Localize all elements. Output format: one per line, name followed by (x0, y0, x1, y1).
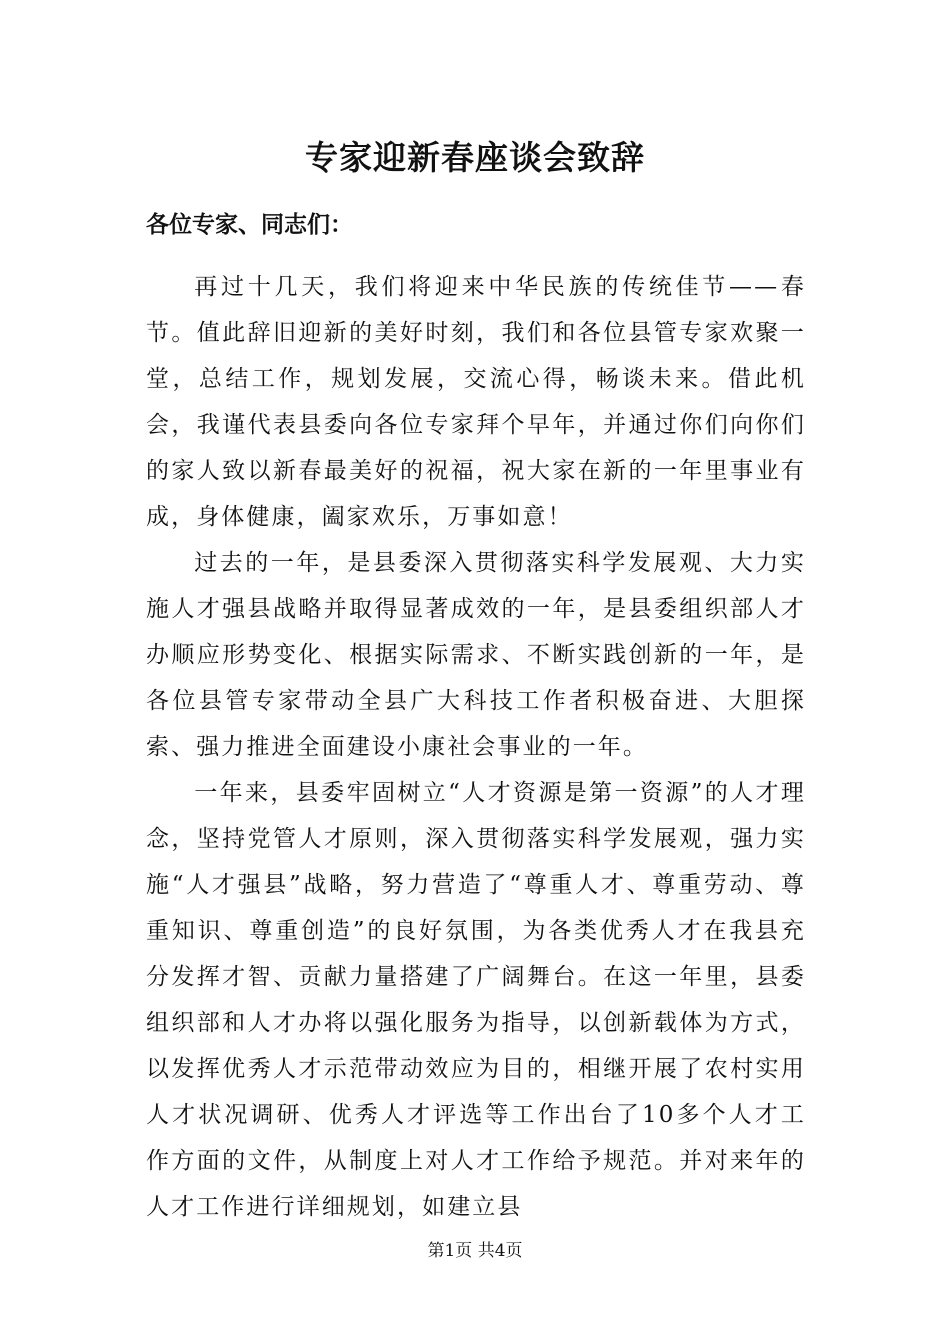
paragraph-2: 过去的一年，是县委深入贯彻落实科学发展观、大力实施人才强县战略并取得显著成效的一年，是县委组织部人才办顺应形势变化、根据实际需求、不断实践创新的一年，是各位县管专家带动全县广大科技工作者积极奋进、大胆探索、强力推进全面建设小康社会事业的一年。 (146, 550, 806, 760)
salutation: 各位专家、同志们： (146, 211, 353, 238)
paragraph-3: 一年来，县委牢固树立“人才资源是第一资源”的人才理念，坚持党管人才原则，深入贯彻落实科学发展观，强力实施“人才强县”战略，努力营造了“尊重人才、尊重劳动、尊重知识、尊重创造”的良好氛围，为各类优秀人才在我县充分发挥才智、贡献力量搭建了广阔舞台。在这一年里，县委组织部和人才办将以强化服务为指导，以创新载体为方式，以发挥优秀人才示范带动效应为目的，相继开展了农村实用人才状况调研、优秀人才评选等工作出台了10多个人才工作方面的文件，从制度上对人才工作给予规范。并对来年的人才工作进行详细规划，如建立县 (146, 780, 806, 1220)
paragraph-1: 再过十几天，我们将迎来中华民族的传统佳节——春节。值此辞旧迎新的美好时刻，我们和各位县管专家欢聚一堂，总结工作，规划发展，交流心得，畅谈未来。借此机会，我谨代表县委向各位专家拜个早年，并通过你们向你们的家人致以新春最美好的祝福，祝大家在新的一年里事业有成，身体健康，阖家欢乐，万事如意！ (146, 274, 806, 530)
page-footer: 第1页 共4页 (427, 1241, 523, 1261)
document-title: 专家迎新春座谈会致辞 (305, 138, 645, 177)
document-body (146, 220, 806, 1230)
